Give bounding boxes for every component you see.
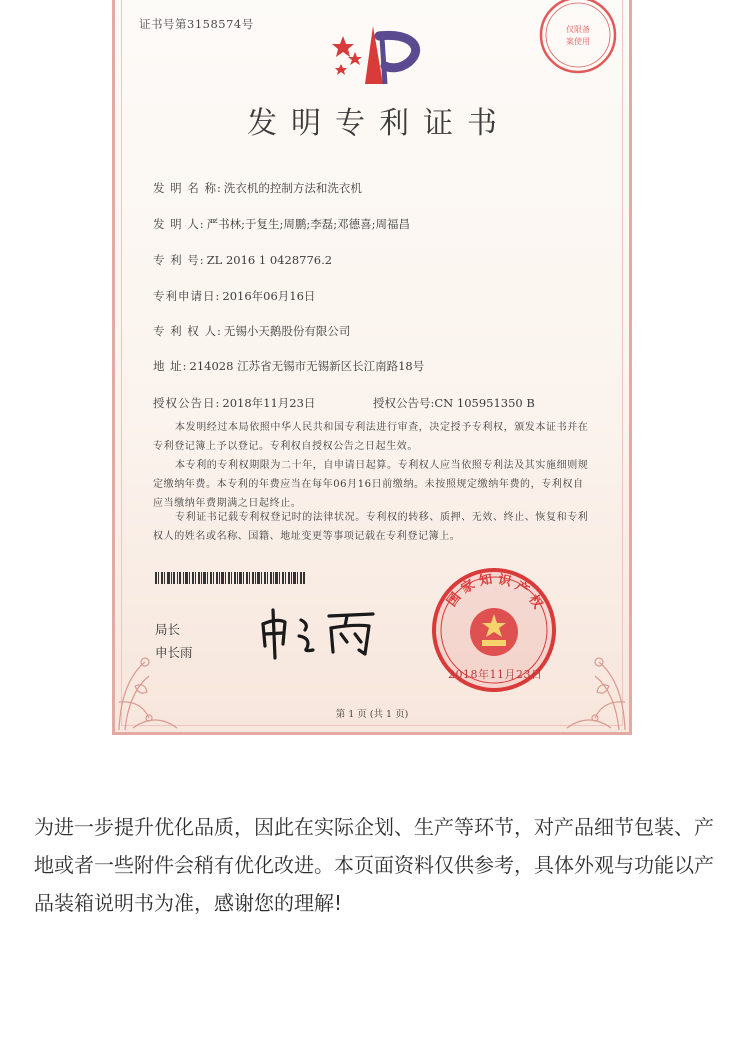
patent-office-emblem-icon	[325, 22, 435, 92]
page-number: 第 1 页 (共 1 页)	[335, 709, 409, 720]
paragraph-term: 本专利的专利权期限为二十年，自申请日起算。专利权人应当依照专利法及其实施细则规定缴纳年费。本专利的年费应当在每年06月16日前缴纳。未按照规定缴纳年费的，专利权自应当缴纳年费期满之日起终止。	[153, 460, 589, 509]
invention-name-row: 发 明 名 称: 洗衣机的控制方法和洗衣机	[153, 181, 362, 195]
certificate-title: 发明专利证书	[247, 106, 511, 141]
director-name: 申长雨	[155, 645, 193, 660]
director-signature	[255, 602, 385, 662]
product-notice: 为进一步提升优化品质，因此在实际企划、生产等环节，对产品细节包装、产地或者一些附件会稍有优化改进。本页面资料仅供参考，具体外观与功能以产品装箱说明书为准，感谢您的理解!	[34, 815, 714, 915]
barcode-icon	[155, 572, 305, 584]
svg-text:国 家 知 识 产 权: 国 家 知 识 产 权	[444, 572, 546, 612]
corner-seal-stamp	[535, 0, 621, 78]
grant-number-row: 授权公告号:CN 105951350 B	[373, 396, 535, 410]
svg-text:案使用: 案使用	[566, 37, 590, 46]
grant-date-row: 授权公告日: 2018年11月23日	[153, 396, 316, 410]
director-title: 局长	[155, 622, 181, 637]
svg-text:仅限备: 仅限备	[566, 25, 590, 34]
address-row: 地 址: 214028 江苏省无锡市无锡新区长江南路18号	[153, 359, 425, 373]
patent-number-row: 专 利 号: ZL 2016 1 0428776.2	[153, 253, 333, 267]
patentee-row: 专 利 权 人: 无锡小天鹅股份有限公司	[153, 324, 351, 338]
paragraph-register: 专利证书记载专利权登记时的法律状况。专利权的转移、质押、无效、终止、恢复和专利权人的姓名或名称、国籍、地址变更等事项记载在专利登记簿上。	[153, 512, 589, 542]
seal-date: 2018年11月23日	[448, 668, 543, 681]
patent-certificate	[112, 0, 632, 735]
filing-date-row: 专利申请日: 2016年06月16日	[153, 289, 316, 303]
certificate-number: 证书号第3158574号	[139, 17, 254, 31]
inventors-row: 发 明 人: 严书林;于复生;周鹏;李磊;邓德喜;周福昌	[153, 217, 411, 231]
paragraph-grant: 本发明经过本局依照中华人民共和国专利法进行审查，决定授予专利权，颁发本证书并在专利登记簿上予以登记。专利权自授权公告之日起生效。	[153, 422, 589, 452]
